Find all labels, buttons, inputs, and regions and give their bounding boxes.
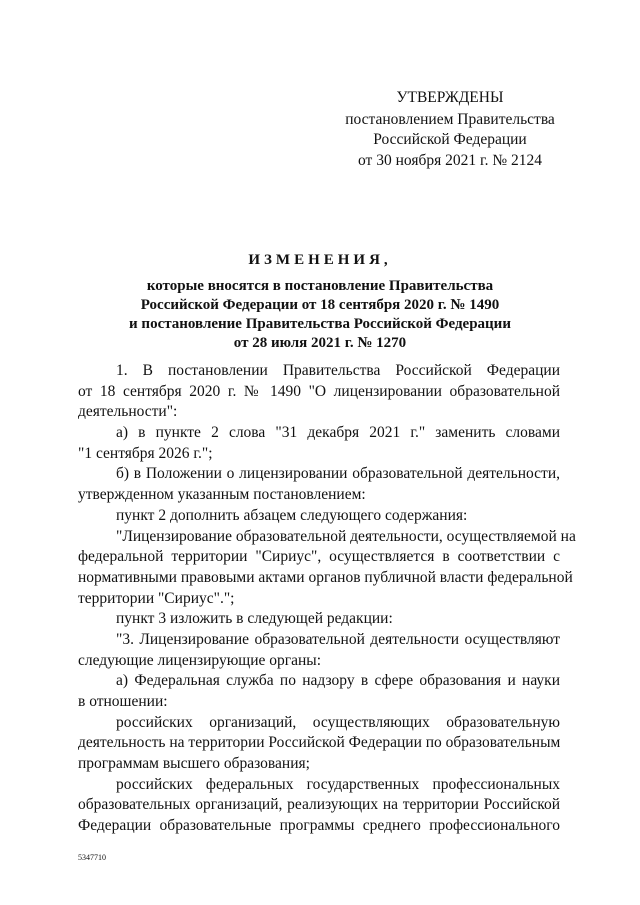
body-line: "Лицензирование образовательной деятельности, осуществляемой на [116,527,576,545]
body-line: федеральной территории "Сириус", осуществляется в соответствии с [78,548,560,566]
subtitle-line: и постановление Правительства Российской Федерации [129,316,511,332]
body-line: российских федеральных государственных профессиональных [116,775,560,793]
approval-heading: УТВЕРЖДЕНЫ [396,89,504,106]
body-line: а) в пункте 2 слова "31 декабря 2021 г." заменить словами [116,424,560,442]
body-line: территории "Сириус"."; [78,589,235,607]
body-line: утвержденном указанным постановлением: [78,486,366,504]
body-line: образовательных организаций, реализующих на территории Российской [78,796,560,814]
approval-line: Российской Федерации [373,131,527,148]
body-line: "3. Лицензирование образовательной деятельности осуществляют [116,630,560,648]
body-line: деятельность на территории Российской Федерации по образовательным [78,734,561,752]
body-line: 1. В постановлении Правительства Российской Федерации [116,362,560,379]
body-line: российских организаций, осуществляющих образовательную [116,713,560,731]
body-line: "1 сентября 2026 г."; [78,444,213,462]
body-line: пункт 3 изложить в следующей редакции: [116,610,393,628]
document-code: 5347710 [78,853,106,862]
subtitle-line: Российской Федерации от 18 сентября 2020 г. № 1490 [140,297,500,313]
approval-line: от 30 ноября 2021 г. № 2124 [358,151,542,169]
document-body [78,361,576,837]
body-line: б) в Положении о лицензировании образовательной деятельности, [116,465,560,483]
approval-block [340,88,560,171]
body-line: Федерации образовательные программы среднего профессионального [78,817,560,835]
body-line: в отношении: [78,693,168,710]
body-line: нормативными правовыми актами органов публичной власти федеральной [78,568,573,586]
subtitle-line: которые вносятся в постановление Правительства [146,278,494,294]
body-line: пункт 2 дополнить абзацем следующего содержания: [116,506,468,524]
body-line: программам высшего образования; [78,755,310,773]
body-line: от 18 сентября 2020 г. № 1490 "О лицензировании образовательной [78,382,560,400]
subtitle-line: от 28 июля 2021 г. № 1270 [233,335,407,351]
body-line: деятельности": [78,403,178,421]
body-line: а) Федеральная служба по надзору в сфере образования и науки [116,672,560,690]
approval-line: постановлением Правительства [345,110,555,128]
document-title: ИЗМЕНЕНИЯ, [248,252,392,268]
body-line: следующие лицензирующие органы: [78,651,322,669]
document-subtitle [60,277,580,353]
